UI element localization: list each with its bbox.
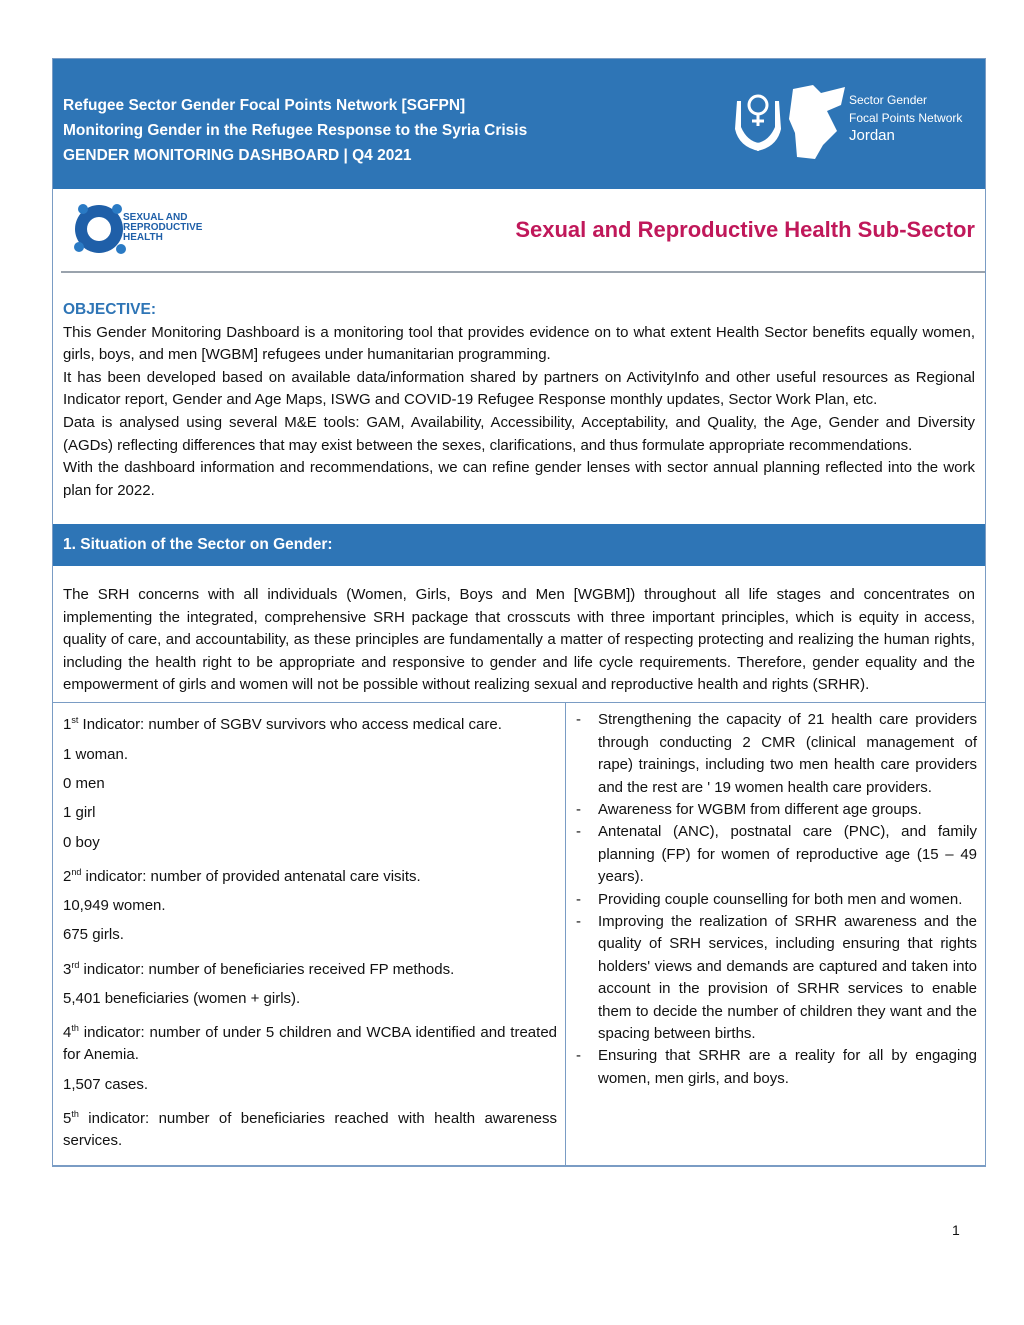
situation-text [53,566,985,702]
banner-line-monitoring: Monitoring Gender in the Refugee Response to the Syria Crisis [63,122,528,139]
objective-paragraph: This Gender Monitoring Dashboard is a monitoring tool that provides evidence on to what extent Health Sector benefits equally women, girls, boys, and men [WGBM] refugees under humanitarian programming. [63,323,975,364]
indicator-2: 2nd indicator: number of provided antenatal care visits. [63,866,421,885]
list-item: - Ensuring that SRHR are a reality for all by engaging women, men girls, and boys. [576,1045,977,1090]
objective-paragraph: It has been developed based on available data/information shared by partners on ActivityInfo and other useful resources as Regional Indicator report, Gender and Age Maps, ISWG and COVID-19 Refugee Response monthly updates, Sector Work Plan, etc. [63,368,975,409]
indicator-value: 5,401 beneficiaries (women + girls). [63,990,301,1008]
recommendations-column [566,703,985,1165]
objective-paragraph: Data is analysed using several M&E tools: GAM, Availability, Accessibility, Acceptability, and Quality, the Age, Gender and Diversity (AGDs) reflecting differences that may exist between the sexes, clarifications, and thus formulate appropriate recommendations. [63,413,975,454]
recommendations-list [576,709,977,1090]
indicator-value: 1 woman. [63,745,129,763]
indicator-5: 5th indicator: number of beneficiaries reached with health awareness services. [63,1108,557,1149]
jordan-map-icon [727,83,847,163]
header-banner [53,59,985,189]
indicator-4: 4th indicator: number of under 5 children and WCBA identified and treated for Anemia. [63,1023,557,1064]
banner-line-dashboard: GENDER MONITORING DASHBOARD | Q4 2021 [63,147,412,164]
indicator-value: 10,949 women. [63,897,166,915]
indicator-value: 0 men [63,774,105,792]
list-item: - Strengthening the capacity of 21 health care providers through conducting 2 CMR (clinical management of rape) trainings, including two men health care providers and the rest are ' 19 women health care providers. [576,709,977,799]
list-item: - Providing couple counselling for both men and women. [576,889,977,911]
srh-logo-text [123,213,202,243]
network-brand [849,91,962,145]
brand-line-1: Sector Gender [849,93,928,107]
dashboard-frame [52,58,986,1167]
srh-logo-line-1: SEXUAL AND [123,212,188,223]
brand-country: Jordan [849,127,895,144]
indicator-value: 1,507 cases. [63,1075,149,1093]
indicator-value: 1 girl [63,804,96,822]
page-number: 1 [952,1222,960,1238]
page-title: Sexual and Reproductive Health Sub-Sector [515,217,975,242]
objective-paragraph: With the dashboard information and recommendations, we can refine gender lenses with sector annual planning reflected into the work plan for 2022. [63,459,975,499]
indicator-1: 1st Indicator: number of SGBV survivors who access medical care. [63,715,502,734]
list-item: - Awareness for WGBM from different age groups. [576,799,977,821]
brand-line-2: Focal Points Network [849,111,963,125]
objective-section [53,273,985,502]
srh-logo-line-2: REPRODUCTIVE [123,222,203,233]
section-heading: 1. Situation of the Sector on Gender: [53,524,985,566]
indicator-3: 3rd indicator: number of beneficiaries received FP methods. [63,959,455,978]
banner-title-block [63,93,527,168]
sgfpn-logo [727,83,977,163]
objective-heading: OBJECTIVE: [63,301,157,318]
indicator-value: 675 girls. [63,926,124,944]
indicator-value: 0 boy [63,833,100,851]
list-item: - Improving the realization of SRHR awareness and the quality of SRH services, including ensuring that rights holders' views and demands are captured and taken into account in the provision of SRHR services to enable them to decide the number of children they want and the spacing between births. [576,911,977,1045]
srh-title-row [61,189,985,273]
srh-logo [73,197,223,259]
srh-logo-line-3: HEALTH [123,232,163,243]
banner-line-network: Refugee Sector Gender Focal Points Network [SGFPN] [63,97,466,114]
situation-paragraph: The SRH concerns with all individuals (Women, Girls, Boys and Men [WGBM]) throughout all life stages and concentrates on implementing the integrated, comprehensive SRH package that crosscuts with three important principles, which is equity in access, quality of care, and accountability, as these principles are fundamentally a matter of respecting protecting and realizing the human rights, including the health right to be appropriate and responsive to gender and life cycle requirements. Therefore, gender equality and the empowerment of girls and women will not be possible without realizing sexual and reproductive health and rights (SRHR). [63,586,975,693]
indicators-column [53,703,566,1165]
indicators-table [53,702,985,1166]
list-item: - Antenatal (ANC), postnatal care (PNC), and family planning (FP) for women of reproductive age (15 – 49 years). [576,821,977,888]
